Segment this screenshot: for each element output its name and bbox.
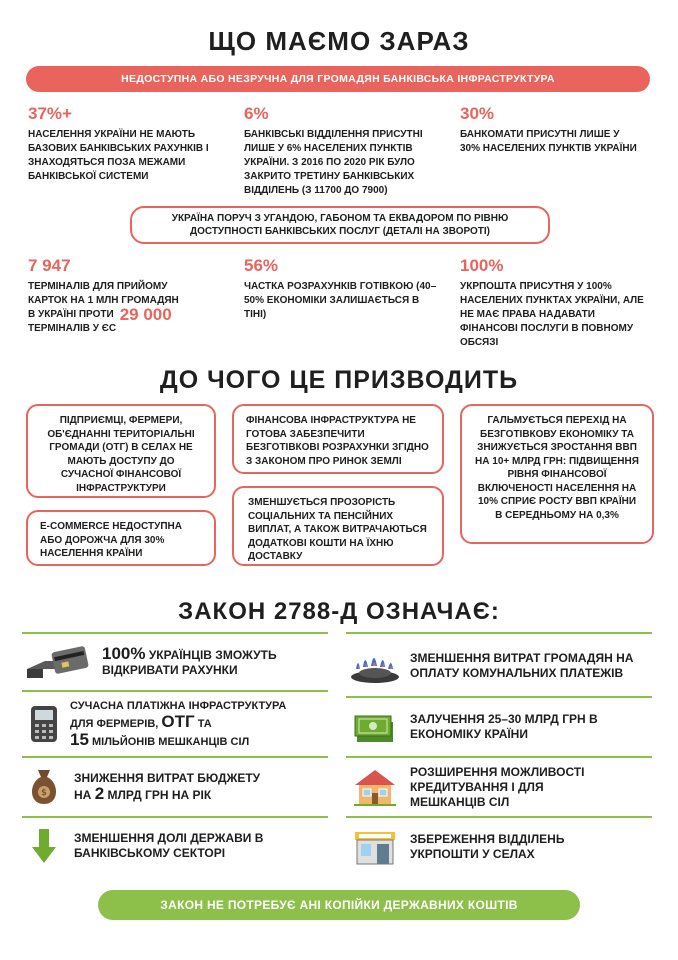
benefit-line-3: [70, 729, 286, 750]
stat-text-4: ТЕРМІНАЛІВ У ЄС: [28, 323, 117, 334]
divider: [346, 632, 652, 634]
benefit-line-2a: ДЛЯ ФЕРМЕРІВ,: [70, 717, 159, 730]
stat-atms: [460, 104, 640, 156]
consequence-box-business: [26, 404, 216, 498]
stat-number: 37%+: [28, 104, 72, 123]
benefit-line-3-text: МІЛЬЙОНІВ МЕШКАНЦІВ СІЛ: [91, 735, 250, 748]
house-icon: [346, 763, 404, 811]
divider: [346, 756, 652, 758]
consequence-text: ФІНАНСОВА ІНФРАСТРУКТУРА НЕ ГОТОВА ЗАБЕЗПЕЧИТИ БЕЗГОТІВКОВІ РОЗРАХУНКИ ЗГІДНО З ЗАКОНОМ ПРО РИНОК ЗЕМЛІ: [246, 415, 429, 467]
stat-terminals: [28, 256, 238, 336]
benefit-line-2: [70, 711, 286, 732]
arrow-down-icon: [22, 824, 66, 868]
section-title-consequences: ДО ЧОГО ЦЕ ПРИЗВОДИТЬ: [159, 366, 519, 394]
card-in-hand-icon: [22, 642, 94, 682]
big-otg: ОТГ: [161, 711, 195, 731]
stat-number: 7 947: [28, 256, 71, 275]
section-title-now: ЩО МАЄМО ЗАРАЗ: [208, 26, 470, 56]
law-benefit-text: [94, 646, 328, 678]
benefit-label: УКРАЇНЦІВ ЗМОЖУТЬ ВІДКРИВАТИ РАХУНКИ: [102, 648, 277, 677]
gas-burner-icon: [346, 642, 404, 690]
pos-terminal-icon: [22, 700, 66, 748]
benefit-line-2a: НА: [74, 788, 92, 802]
stat-text: НАСЕЛЕННЯ УКРАЇНИ НЕ МАЮТЬ БАЗОВИХ БАНКІВСЬКИХ РАХУНКІВ І ЗНАХОДЯТЬСЯ ПОЗА МЕЖАМИ БАНКІВСЬКОЇ СИСТЕМИ: [28, 129, 209, 182]
stat-big-number: 29 000: [119, 305, 172, 324]
consequence-box-land-market: [232, 404, 444, 474]
money-stack-icon: [346, 705, 404, 749]
consequence-text: E-COMMERCE НЕДОСТУПНА АБО ДОРОЖЧА ДЛЯ 30% НАСЕЛЕННЯ КРАЇНИ: [40, 521, 182, 559]
big-number: 100%: [102, 644, 146, 663]
law-benefit-text: РОЗШИРЕННЯ МОЖЛИВОСТІ КРЕДИТУВАННЯ І ДЛЯ МЕШКАНЦІВ СІЛ: [410, 764, 585, 809]
law-benefit-investment: [346, 704, 652, 750]
divider: [22, 632, 328, 634]
divider: [22, 690, 328, 692]
money-bag-icon: [22, 765, 66, 809]
stat-number: 6%: [244, 104, 269, 123]
footer-banner: ЗАКОН НЕ ПОТРЕБУЄ АНІ КОПІЙКИ ДЕРЖАВНИХ КОШТІВ: [98, 890, 580, 920]
consequence-text: ЗМЕНШУЄТЬСЯ ПРОЗОРІСТЬ СОЦІАЛЬНИХ ТА ПЕНСІЙНИХ ВИПЛАТ, А ТАКОЖ ВИТРАЧАЮТЬСЯ ДОДАТКОВІ КОШТИ НА ЇХНЮ ДОСТАВКУ: [248, 497, 427, 562]
law-benefit-accounts: [22, 640, 328, 684]
stat-branches: [244, 104, 444, 198]
law-benefit-budget: [22, 764, 328, 810]
benefit-line-1: СУЧАСНА ПЛАТІЖНА ІНФРАСТРУКТУРА: [70, 699, 287, 712]
stat-text-3: [28, 305, 238, 324]
law-benefit-text: ЗБЕРЕЖЕННЯ ВІДДІЛЕНЬ УКРПОШТИ У СЕЛАХ: [410, 832, 565, 861]
consequence-box-ecommerce: [26, 510, 216, 566]
consequence-text: ГАЛЬМУЄТЬСЯ ПЕРЕХІД НА БЕЗГОТІВКОВУ ЕКОНОМІКУ ТА ЗНИЖУЄТЬСЯ ЗРОСТАННЯ ВВП НА 10+ МЛРД ГРН: ПІДВИЩЕННЯ РІВНЯ ФІНАНСОВОЇ ВКЛЮЧЕНОСТІ НАСЕЛЕННЯ НА 10% СПРИЄ РОСТУ ВВП КРАЇНИ В СЕРЕДНЬОМУ НА 0,3%: [475, 415, 639, 521]
law-benefit-state-share: [22, 824, 328, 868]
section-title-law: ЗАКОН 2788-Д ОЗНАЧАЄ:: [178, 598, 500, 625]
stat-number: 30%: [460, 104, 495, 123]
stat-cash: [244, 256, 444, 322]
law-benefit-credit: [346, 762, 652, 812]
callout-text: УКРАЇНА ПОРУЧ З УГАНДОЮ, ГАБОНОМ ТА ЕКВАДОРОМ ПО РІВНЮ ДОСТУПНОСТІ БАНКІВСЬКИХ ПОСЛУГ (ДЕТАЛІ НА ЗВОРОТІ): [171, 212, 509, 237]
callout-ranking: [130, 206, 550, 244]
divider: [22, 756, 328, 758]
consequence-box-social-payments: [232, 486, 444, 566]
stat-number: 100%: [460, 256, 504, 275]
stat-text: БАНКІВСЬКІ ВІДДІЛЕННЯ ПРИСУТНІ ЛИШЕ У 6% НАСЕЛЕНИХ ПУНКТІВ УКРАЇНИ. З 2016 ПО 2020 РІК БУЛО ЗАКРИТО ТРЕТИНУ БАНКІВСЬКИХ ВІДДІЛЕНЬ (З 11700 ДО 7900): [244, 129, 423, 196]
benefit-line-2b: МЛРД ГРН НА РІК: [107, 788, 212, 802]
stat-text-1: ТЕРМІНАЛІВ ДЛЯ ПРИЙОМУ: [28, 281, 168, 292]
law-benefit-text: [66, 771, 260, 803]
stat-unbanked: [28, 104, 228, 184]
law-benefit-text: ЗАЛУЧЕННЯ 25–30 МЛРД ГРН В ЕКОНОМІКУ КРАЇНИ: [410, 712, 598, 741]
benefit-line-2b: ТА: [197, 717, 212, 730]
benefit-line-1: ЗНИЖЕННЯ ВИТРАТ БЮДЖЕТУ: [74, 771, 261, 785]
law-benefit-post-offices: [346, 824, 652, 870]
post-office-icon: [346, 825, 404, 869]
stat-number: 56%: [244, 256, 279, 275]
big-15: 15: [70, 729, 89, 749]
benefit-line-2: [74, 786, 260, 803]
law-benefit-payment-infra: [22, 698, 328, 750]
big-number: 2: [94, 784, 105, 803]
stat-text: УКРПОШТА ПРИСУТНЯ У 100% НАСЕЛЕНИХ ПУНКТАХ УКРАЇНИ, АЛЕ НЕ МАЄ ПРАВА НАДАВАТИ ФІНАНСОВІ ПОСЛУГИ В ПОВНОМУ ОБСЯЗІ: [460, 281, 644, 348]
banner-infrastructure: НЕДОСТУПНА АБО НЕЗРУЧНА ДЛЯ ГРОМАДЯН БАНКІВСЬКА ІНФРАСТРУКТУРА: [26, 66, 650, 92]
divider: [346, 696, 652, 698]
divider: [346, 816, 652, 818]
stat-text-2: КАРТОК НА 1 МЛН ГРОМАДЯН: [28, 295, 179, 306]
stat-text-3-label: В УКРАЇНІ ПРОТИ: [28, 309, 114, 320]
svg-text:$: $: [41, 788, 47, 798]
stat-text: БАНКОМАТИ ПРИСУТНІ ЛИШЕ У 30% НАСЕЛЕНИХ ПУНКТІВ УКРАЇНИ: [460, 129, 637, 154]
divider: [22, 816, 328, 818]
law-benefit-text: ЗМЕНШЕННЯ ВИТРАТ ГРОМАДЯН НА ОПЛАТУ КОМУНАЛЬНИХ ПЛАТЕЖІВ: [410, 651, 634, 680]
stat-ukrposhta: [460, 256, 650, 350]
law-benefit-text: [66, 699, 286, 750]
stat-text: ЧАСТКА РОЗРАХУНКІВ ГОТІВКОЮ (40–50% ЕКОНОМІКИ ЗАЛИШАЄТЬСЯ В ТІНІ): [244, 281, 437, 320]
consequence-text: ПІДПРИЄМЦІ, ФЕРМЕРИ, ОБ'ЄДНАННІ ТЕРИТОРІАЛЬНІ ГРОМАДИ (ОТГ) В СЕЛАХ НЕ МАЮТЬ ДОСТУПУ ДО СУЧАСНОЇ ФІНАНСОВОЇ ІНФРАСТРУКТУРИ: [47, 415, 195, 494]
consequence-box-gdp: [460, 404, 654, 544]
law-benefit-text: ЗМЕНШЕННЯ ДОЛІ ДЕРЖАВИ В БАНКІВСЬКОМУ СЕКТОРІ: [74, 831, 264, 860]
law-benefit-utilities: [346, 640, 652, 692]
